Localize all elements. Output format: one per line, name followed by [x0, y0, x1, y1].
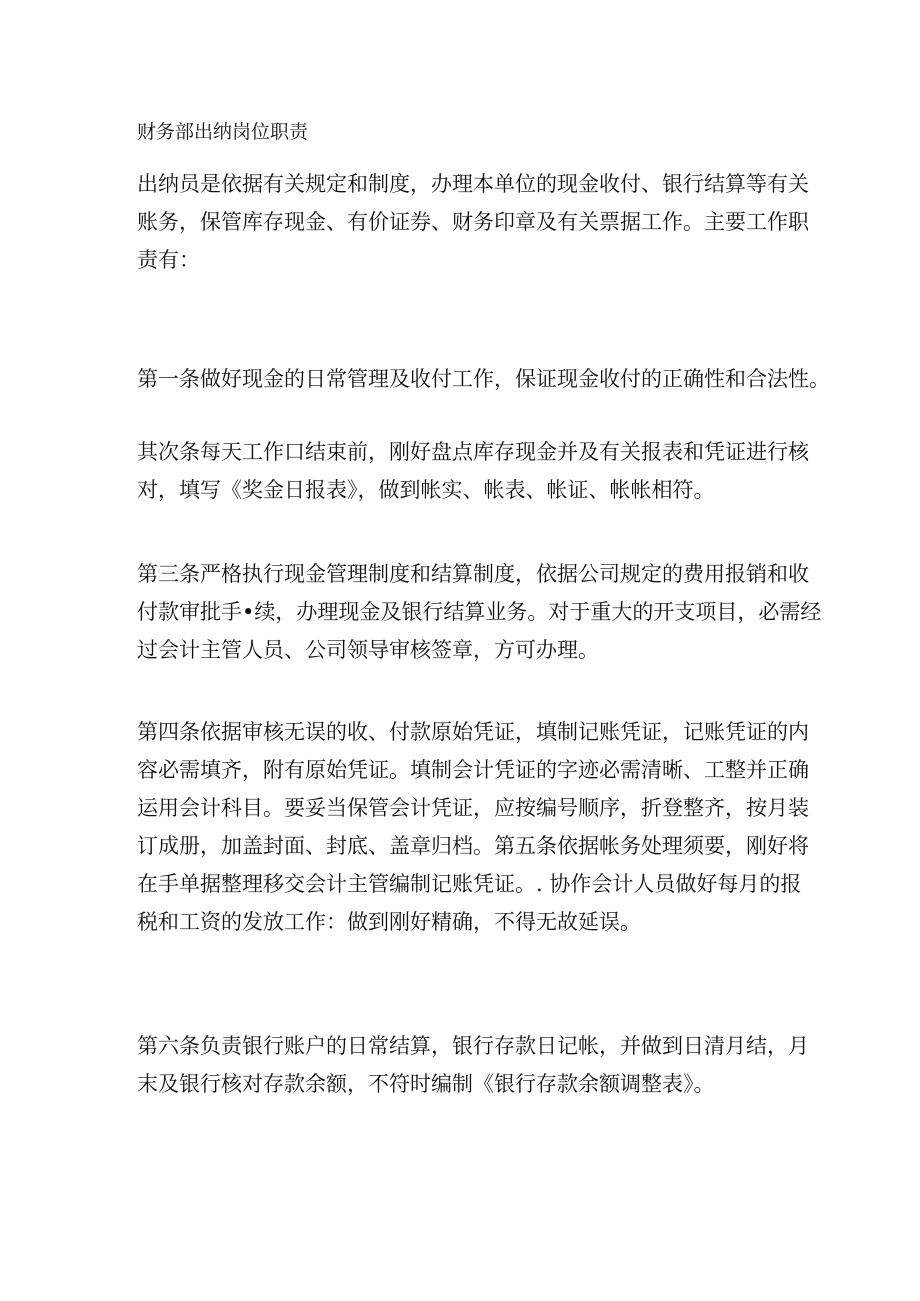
- paragraph-line: 订成册，加盖封面、封底、盖章归档。第五条依据帐务处理须要，刚好将: [137, 834, 809, 858]
- paragraph-article-6: [137, 1027, 809, 1103]
- paragraph-line: 税和工资的发放工作：做到刚好精确，不得无故延误。: [137, 910, 641, 934]
- paragraph-line: 账务，保管库存现金、有价证券、财务印章及有关票据工作。主要工作职: [137, 210, 809, 234]
- paragraph-line: 第一条做好现金的日常管理及收付工作，保证现金收付的正确性和合法性。: [137, 367, 830, 391]
- document-title: 财务部出纳岗位职责: [137, 121, 309, 143]
- paragraph-line: 在手单据整理移交会计主管编制记账凭证。. 协作会计人员做好每月的报: [137, 872, 802, 896]
- paragraph-line: 运用会计科目。要妥当保管会计凭证，应按编号顺序，折登整齐，按月装: [137, 796, 809, 820]
- paragraph-article-2: [137, 433, 809, 509]
- paragraph-line: 出纳员是依据有关规定和制度，办理本单位的现金收付、银行结算等有关: [137, 172, 809, 196]
- paragraph-intro: [137, 165, 809, 279]
- paragraph-line: 第四条依据审核无误的收、付款原始凭证，填制记账凭证，记账凭证的内: [137, 720, 809, 744]
- paragraph-line: 容必需填齐，附有原始凭证。填制会计凭证的字迹必需清晰、工整并正确: [137, 758, 809, 782]
- paragraph-line: 第三条严格执行现金管理制度和结算制度，依据公司规定的费用报销和收: [137, 562, 809, 586]
- paragraph-article-1: [137, 360, 830, 398]
- paragraph-line: 第六条负责银行账户的日常结算，银行存款日记帐，并做到日清月结，月: [137, 1034, 809, 1058]
- paragraph-line: 过会计主管人员、公司领导审核签章，方可办理。: [137, 638, 599, 662]
- paragraph-line: 其次条每天工作口结束前，刚好盘点库存现金并及有关报表和凭证进行核: [137, 440, 809, 464]
- paragraph-article-3: [137, 555, 822, 669]
- paragraph-line: 末及银行核对存款余额，不符时编制《银行存款余额调整表》。: [137, 1072, 715, 1096]
- paragraph-article-4: [137, 713, 809, 941]
- paragraph-line: 付款审批手•续，办理现金及银行结算业务。对于重大的开支项目，必需经: [137, 600, 822, 624]
- paragraph-line: 责有：: [137, 248, 200, 272]
- paragraph-line: 对，填写《奖金日报表》，做到帐实、帐表、帐证、帐帐相符。: [137, 478, 715, 502]
